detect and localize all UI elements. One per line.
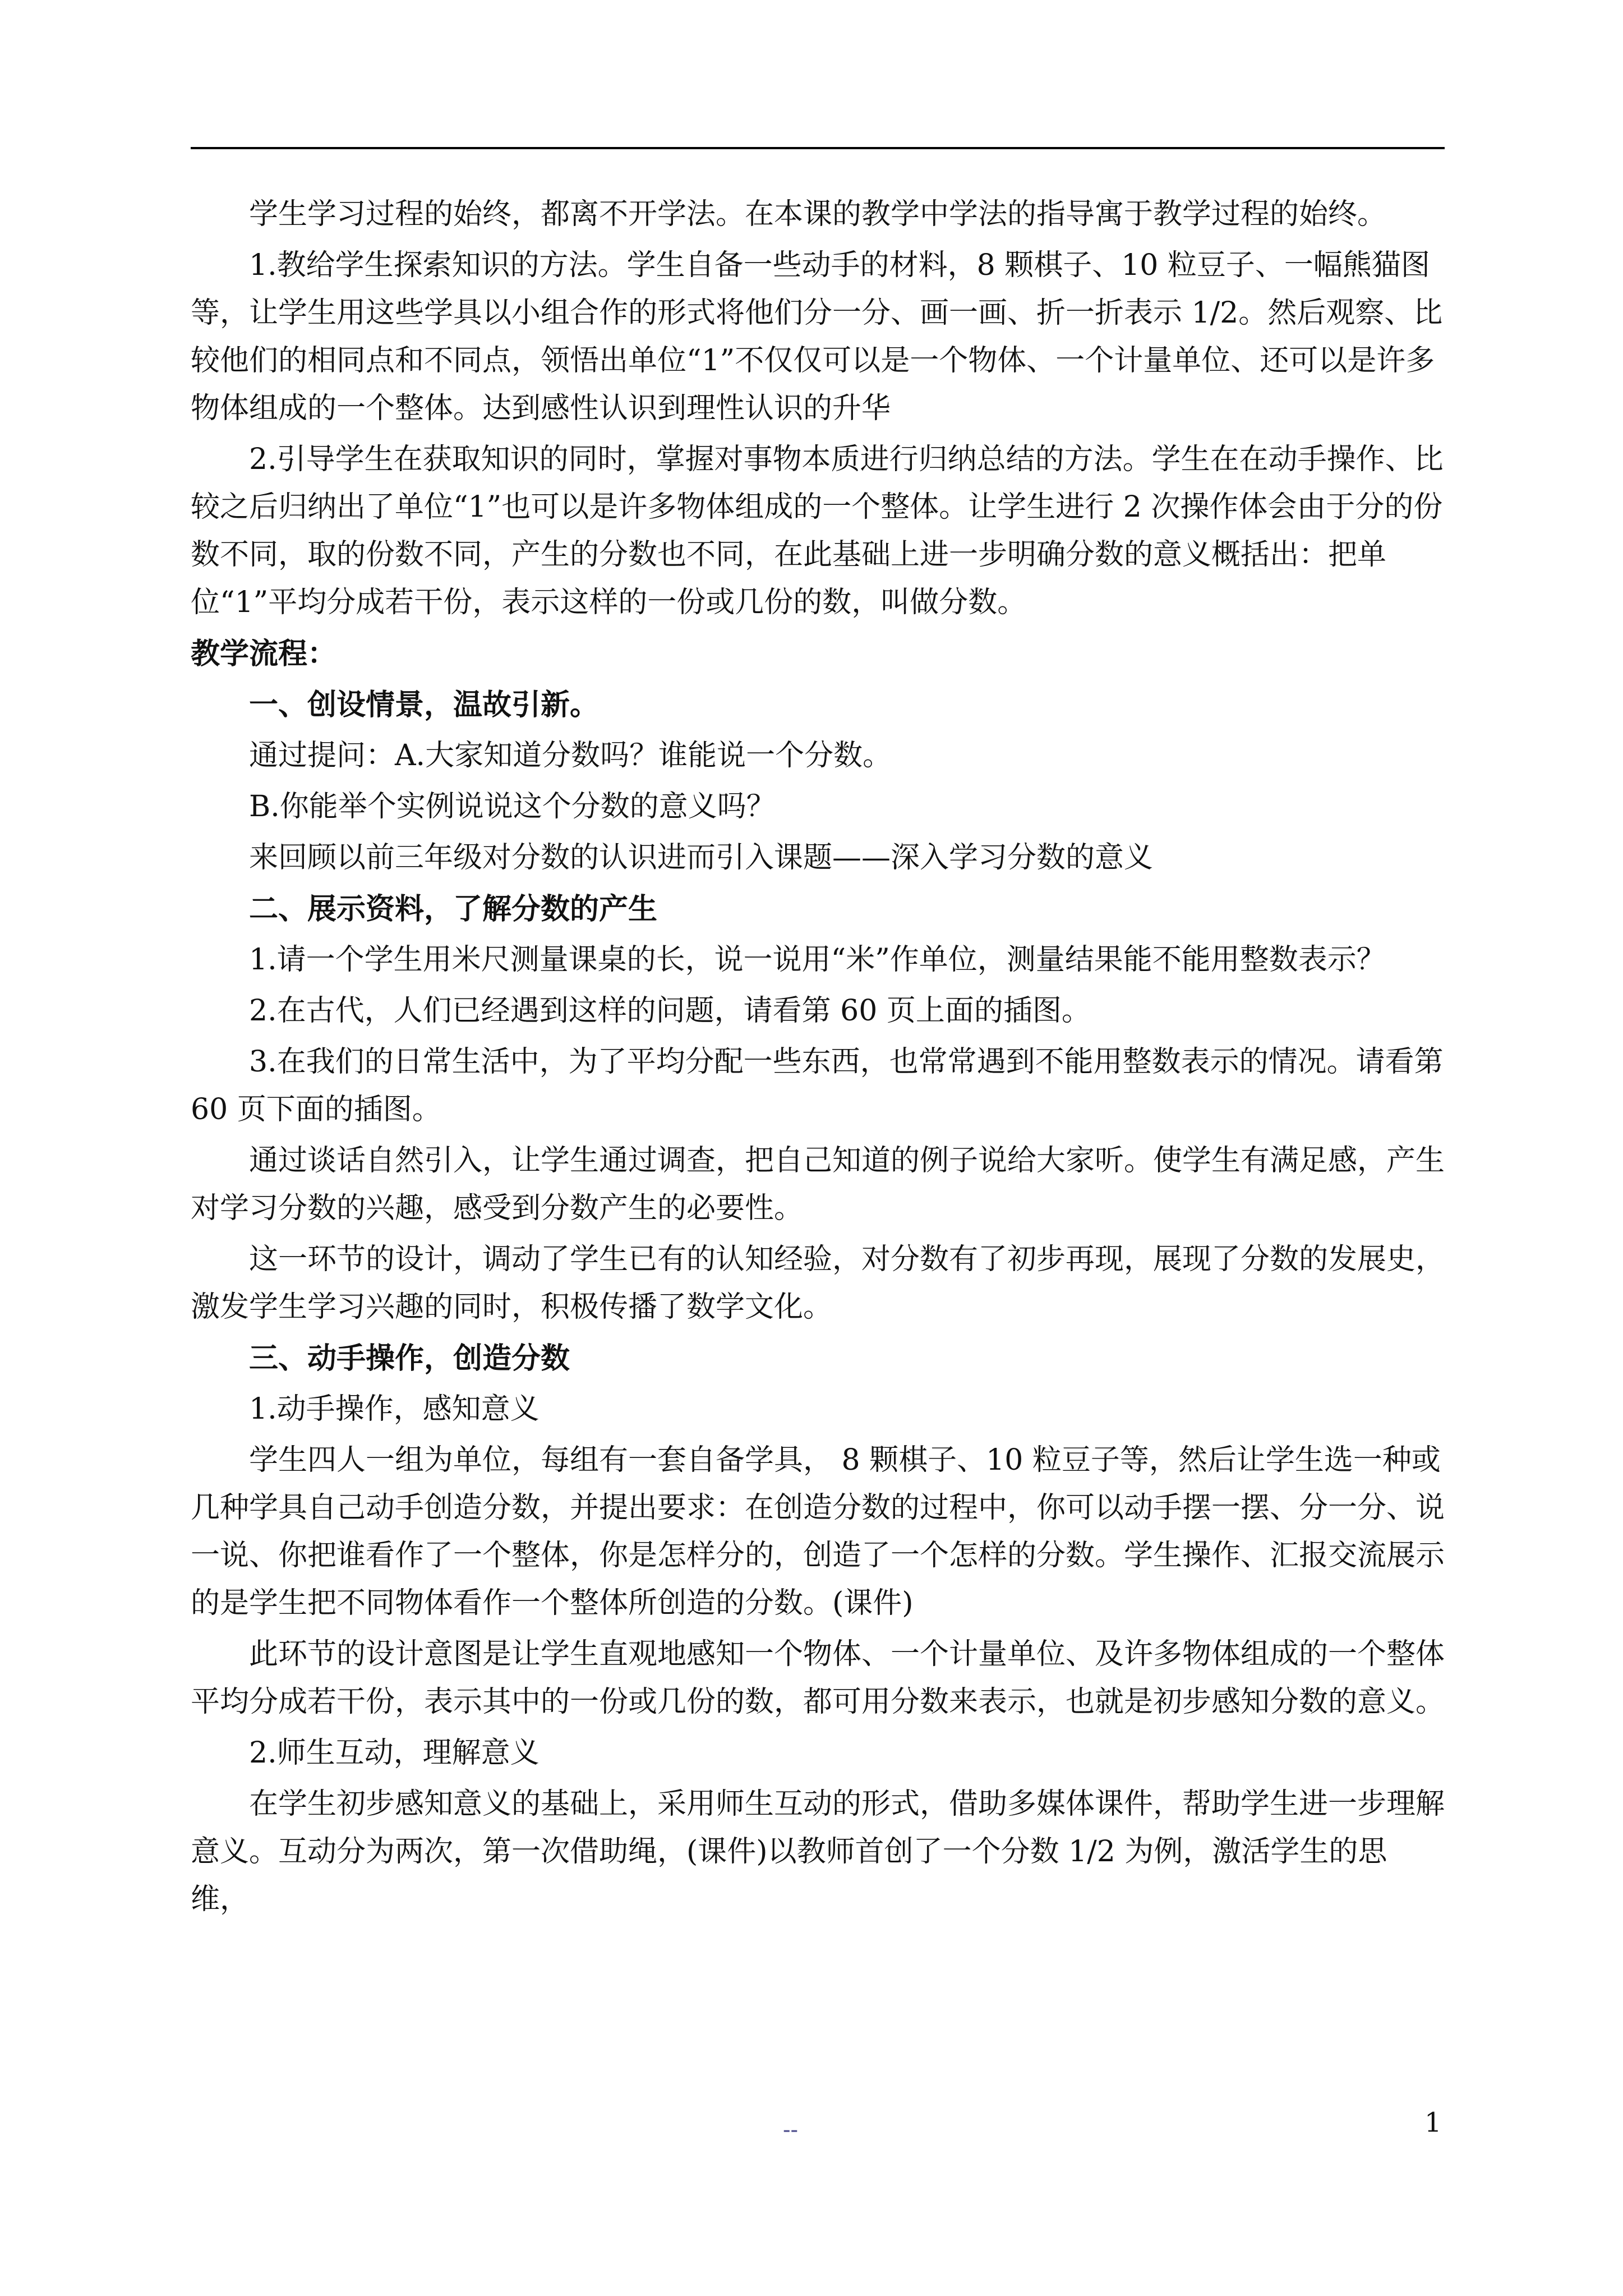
- document-body: [191, 191, 1445, 1924]
- paragraph: 2.在古代，人们已经遇到这样的问题，请看第 60 页上面的插图。: [249, 994, 1091, 1028]
- paragraph: 3.在我们的日常生活中，为了平均分配一些东西，也常常遇到不能用整数表示的情况。请看第 60 页下面的插图。: [191, 1045, 1444, 1126]
- paragraph: 2.师生互动，理解意义: [249, 1736, 540, 1770]
- header-rule: [191, 147, 1445, 149]
- section-heading: 三、动手操作，创造分数: [249, 1341, 570, 1375]
- paragraph: 在学生初步感知意义的基础上，采用师生互动的形式，借助多媒体课件，帮助学生进一步理解意义。互动分为两次，第一次借助绳，(课件)以教师首创了一个分数 1/2 为例，激活学生的思维，: [191, 1787, 1445, 1916]
- paragraph: 通过谈话自然引入，让学生通过调查，把自己知道的例子说给大家听。使学生有满足感，产生对学习分数的兴趣，感受到分数产生的必要性。: [191, 1144, 1445, 1225]
- footer-mark: --: [783, 2117, 799, 2143]
- section-heading: 二、展示资料，了解分数的产生: [249, 892, 658, 926]
- paragraph: 学生学习过程的始终，都离不开学法。在本课的教学中学法的指导寓于教学过程的始终。: [249, 197, 1387, 231]
- section-heading: 教学流程：: [191, 637, 337, 671]
- paragraph: 2.引导学生在获取知识的同时，掌握对事物本质进行归纳总结的方法。学生在在动手操作、比较之后归纳出了单位“1”也可以是许多物体组成的一个整体。让学生进行 2 次操作体会由于分的份数不同，取的份数不同，产生的分数也不同，在此基础上进一步明确分数的意义概括出：把单位“1”平均分成若干份，表示这样的一份或几份的数，叫做分数。: [191, 443, 1444, 619]
- paragraph: 1.教给学生探索知识的方法。学生自备一些动手的材料，8 颗棋子、10 粒豆子、一幅熊猫图等，让学生用这些学具以小组合作的形式将他们分一分、画一画、折一折表示 1/2。然后观察、比较他们的相同点和不同点，领悟出单位“1”不仅仅可以是一个物体、一个计量单位、还可以是许多物体组成的一个整体。达到感性认识到理性认识的升华: [191, 249, 1443, 425]
- page-number: 1: [1424, 2107, 1442, 2138]
- section-heading: 一、创设情景，温故引新。: [249, 688, 600, 722]
- paragraph: B.你能举个实例说说这个分数的意义吗？: [249, 790, 776, 823]
- paragraph: 这一环节的设计，调动了学生已有的认知经验，对分数有了初步再现，展现了分数的发展史，激发学生学习兴趣的同时，积极传播了数学文化。: [191, 1243, 1445, 1324]
- paragraph: 通过提问：A.大家知道分数吗？谁能说一个分数。: [249, 739, 892, 772]
- paragraph: 来回顾以前三年级对分数的认识进而引入课题——深入学习分数的意义: [249, 841, 1154, 875]
- paragraph: 1.请一个学生用米尺测量课桌的长，说一说用“米”作单位，测量结果能不能用整数表示？: [249, 943, 1386, 977]
- paragraph: 学生四人一组为单位，每组有一套自备学具， 8 颗棋子、10 粒豆子等，然后让学生选一种或几种学具自己动手创造分数，并提出要求：在创造分数的过程中，你可以动手摆一摆、分一分、说一说、你把谁看作了一个整体，你是怎样分的，创造了一个怎样的分数。学生操作、汇报交流展示的是学生把不同物体看作一个整体所创造的分数。(课件): [191, 1443, 1445, 1620]
- paragraph: 此环节的设计意图是让学生直观地感知一个物体、一个计量单位、及许多物体组成的一个整体平均分成若干份，表示其中的一份或几份的数，都可用分数来表示，也就是初步感知分数的意义。: [191, 1637, 1445, 1719]
- paragraph: 1.动手操作，感知意义: [249, 1392, 540, 1426]
